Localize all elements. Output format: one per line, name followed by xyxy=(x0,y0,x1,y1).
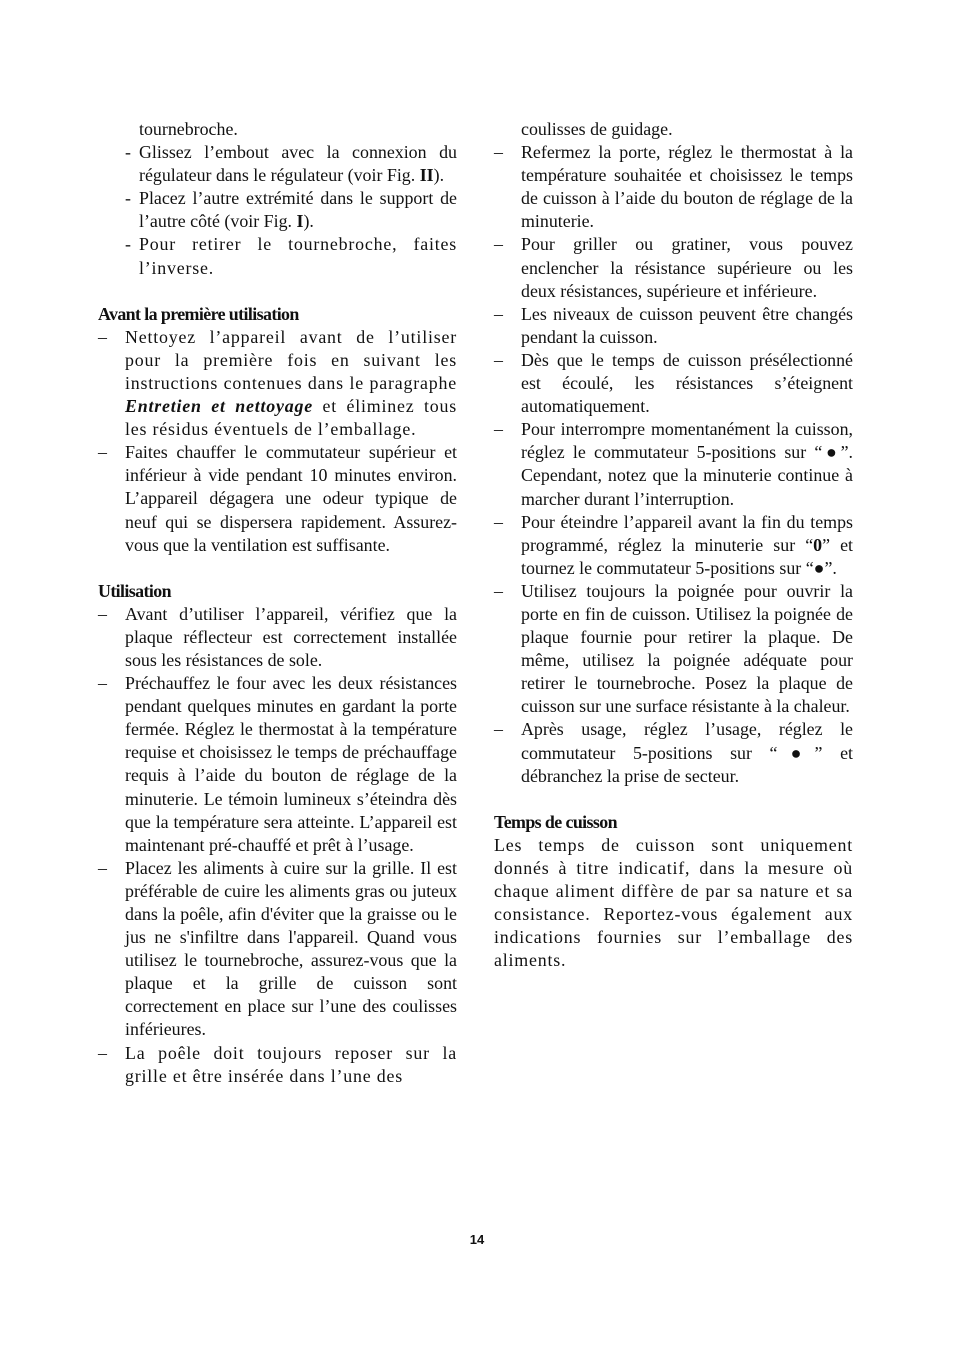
dash-marker: – xyxy=(98,857,107,878)
item-text: Pour retirer le tournebroche, faites l’inverse. xyxy=(139,234,457,278)
hyphen-marker: - xyxy=(125,234,132,255)
item-text: La poêle doit toujours reposer sur la grille et être insérée dans l’une des xyxy=(125,1042,457,1086)
list-item xyxy=(98,603,457,672)
list-item xyxy=(494,233,853,302)
item-text: Avant d’utiliser l’appareil, vérifiez que la plaque réflecteur est correctement installée sous les résistances de sole. xyxy=(125,603,457,670)
item-text: Utilisez toujours la poignée pour ouvrir la porte en fin de cuisson. Utilisez la poignée de plaque fournie pour retirer la plaque. De même, utilisez la poignée adéquate pour retirer le tournebroche. Posez la plaque de cuisson sur une surface résistante à la chaleur. xyxy=(521,580,853,717)
section-body: Les temps de cuisson sont uniquement donnés à titre indicatif, dans la mesure où chaque aliment diffère de par sa nature et sa consistance. Reportez-vous également aux indications fournies sur l’emballage des aliments. xyxy=(494,834,853,971)
hyphen-marker: - xyxy=(125,142,131,163)
item-text-end: ” et tournez le commutateur 5-positions sur “●”. xyxy=(521,534,853,578)
list-item xyxy=(98,326,457,441)
item-bold-text: 0 xyxy=(813,534,823,555)
item-bold-italic-text: Entretien et nettoyage xyxy=(125,396,314,417)
right-column xyxy=(494,118,853,972)
item-text: Placez l’autre extrémité dans le support de l’autre côté (voir Fig. xyxy=(139,188,457,232)
item-text: Refermez la porte, réglez le thermostat à la température souhaitée et choisissez le temps de cuisson à l’aide du bouton de réglage de la minuterie. xyxy=(521,142,853,232)
item-bold-text: I xyxy=(296,211,304,232)
item-text: Pour griller ou gratiner, vous pouvez enclencher la résistance supérieure ou les deux résistances, supérieure et inférieure. xyxy=(521,234,853,301)
item-text: Glissez l’embout avec la connexion du régulateur dans le régulateur (voir Fig. xyxy=(139,142,457,186)
dash-marker: – xyxy=(98,603,107,624)
dash-marker: – xyxy=(98,673,107,694)
item-text: Pour interrompre momentanément la cuisson, réglez le commutateur 5-positions sur “●”. Cependant, notez que la minuterie continue à marcher durant l’interruption. xyxy=(521,419,853,509)
dash-marker: – xyxy=(494,580,503,601)
item-text: Placez les aliments à cuire sur la grille. Il est préférable de cuire les aliments gras ou juteux dans la poêle, afin d'éviter que la graisse ou le jus ne s'infiltre dans l'appareil. Quand vous utilisez le tournebroche, assurez-vous que la plaque et la grille de cuisson sont correctement en place sur l’une des coulisses inférieures. xyxy=(125,857,457,1040)
section-heading: Avant la première utilisation xyxy=(98,303,299,324)
dash-marker: – xyxy=(494,142,503,163)
item-text: Faites chauffer le commutateur supérieur et inférieur à vide pendant 10 minutes environ. L’appareil dégagera une odeur typique de neuf qui se dispersera rapidement. Assurez-vous que la ventilation est suffisante. xyxy=(125,442,457,555)
item-text: Dès que le temps de cuisson présélectionné est écoulé, les résistances s’éteignent automatiquement. xyxy=(521,349,853,417)
list-item xyxy=(494,303,853,349)
hyphen-marker: - xyxy=(125,188,131,209)
item-text-end: ). xyxy=(303,211,314,232)
dash-marker: – xyxy=(494,719,503,740)
dash-marker: – xyxy=(494,511,503,532)
dash-marker: – xyxy=(98,1042,108,1063)
list-item xyxy=(98,233,457,279)
item-bold-text: II xyxy=(419,165,434,186)
item-text: Les niveaux de cuisson peuvent être changés pendant la cuisson. xyxy=(521,303,853,347)
list-item xyxy=(98,1042,457,1088)
left-column xyxy=(98,118,457,1088)
section-heading: Utilisation xyxy=(98,580,171,601)
item-text-end: et éliminez tous les résidus éventuels de l’emballage. xyxy=(125,396,457,440)
list-item xyxy=(494,511,853,580)
item-text: Pour éteindre l’appareil avant la fin du temps programmé, réglez la minuterie sur “ xyxy=(521,511,853,555)
dash-marker: – xyxy=(494,234,503,255)
list-item xyxy=(494,141,853,233)
item-text: Nettoyez l’appareil avant de l’utiliser pour la première fois en suivant les instructions contenues dans le paragraphe xyxy=(125,326,457,393)
dash-marker: – xyxy=(98,442,107,463)
dash-marker: – xyxy=(494,349,503,370)
list-item xyxy=(98,141,457,187)
item-text: Préchauffez le four avec les deux résistances pendant quelques minutes en gardant la porte fermée. Réglez le thermostat à la température requise et choisissez le temps de préchauffage requis à l’aide du bouton de réglage de la minuterie. Le témoin lumineux s’éteindra dès que la température sera atteinte. L’appareil est maintenant pré-chauffé et prêt à l’usage. xyxy=(125,673,457,855)
list-item xyxy=(494,418,853,510)
list-item xyxy=(494,349,853,418)
list-item xyxy=(98,857,457,1042)
list-item xyxy=(494,580,853,719)
continued-text: tournebroche. xyxy=(139,119,238,139)
dash-marker: – xyxy=(494,419,503,440)
item-text: Après usage, réglez l’usage, réglez le commutateur 5-positions sur “●” et débranchez la prise de secteur. xyxy=(521,719,853,786)
list-item xyxy=(98,187,457,233)
item-text-end: ). xyxy=(433,165,445,186)
list-item xyxy=(98,672,457,857)
list-item xyxy=(98,441,457,556)
dash-marker: – xyxy=(494,303,503,324)
continued-text: coulisses de guidage. xyxy=(521,119,673,139)
section-heading: Temps de cuisson xyxy=(494,811,617,832)
list-item xyxy=(494,718,853,787)
page-number: 14 xyxy=(469,1232,485,1247)
dash-marker: – xyxy=(98,326,108,347)
